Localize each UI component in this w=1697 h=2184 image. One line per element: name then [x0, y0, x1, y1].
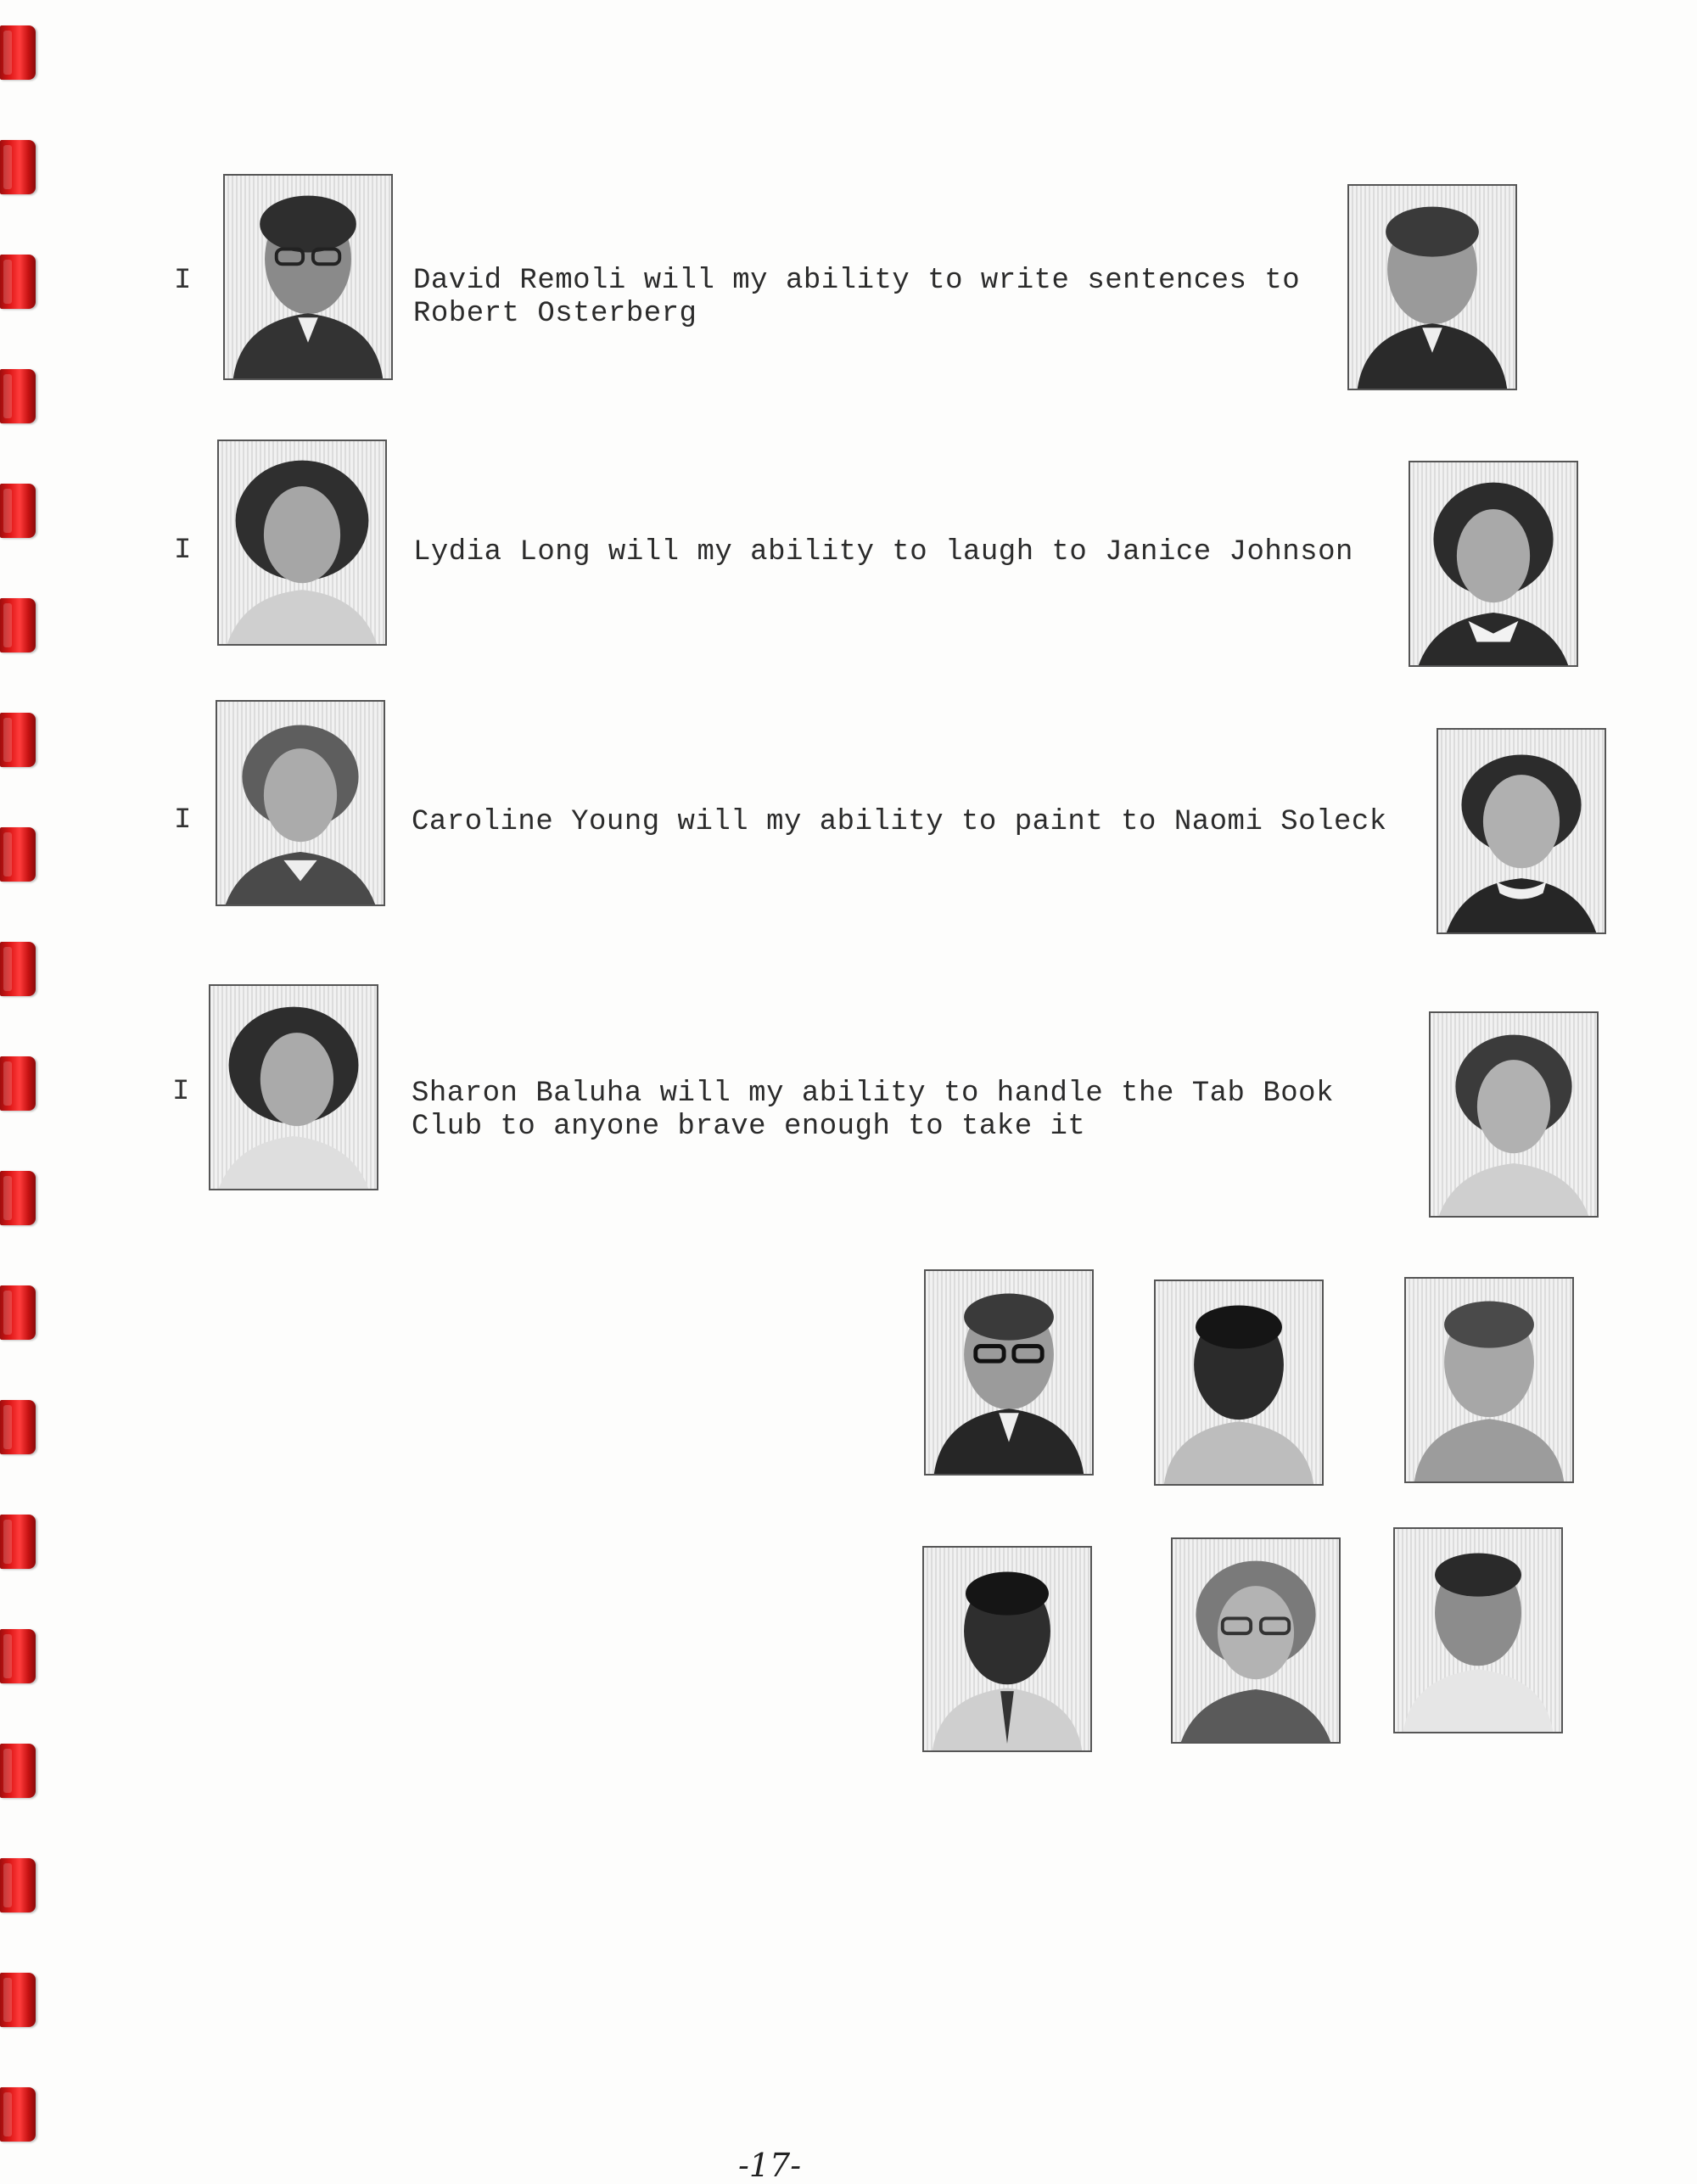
- portrait-photo: [1409, 461, 1578, 667]
- binding-ring: [0, 1744, 36, 1798]
- binding-ring: [0, 1171, 36, 1225]
- binding-ring: [0, 1515, 36, 1569]
- entry-text-line: Lydia Long will my ability to laugh to Janice Johnson: [413, 536, 1353, 568]
- entry-text-line: Sharon Baluha will my ability to handle the Tab Book: [412, 1078, 1334, 1110]
- binding-ring: [0, 1400, 36, 1454]
- portrait-photo: [1154, 1280, 1324, 1486]
- portrait-photo: [223, 174, 393, 380]
- entry-marker: I: [174, 535, 192, 567]
- binding-ring: [0, 140, 36, 194]
- portrait-photo: [216, 700, 385, 906]
- portrait-photo: [1393, 1527, 1563, 1733]
- portrait-photo: [1171, 1537, 1341, 1744]
- page-number: -17-: [738, 2147, 802, 2184]
- binding-ring: [0, 713, 36, 767]
- entry-text-line: Club to anyone brave enough to take it: [412, 1111, 1086, 1143]
- portrait-photo: [217, 440, 387, 646]
- portrait-photo: [1437, 728, 1606, 934]
- portrait-photo: [924, 1269, 1094, 1476]
- portrait-photo: [1347, 184, 1517, 390]
- entry-marker: I: [172, 1076, 190, 1108]
- portrait-photo: [1429, 1011, 1599, 1218]
- portrait-photo: [1404, 1277, 1574, 1483]
- binding-ring: [0, 369, 36, 423]
- binding-ring: [0, 1858, 36, 1912]
- binding-ring: [0, 1629, 36, 1683]
- entry-marker: I: [174, 265, 192, 297]
- entry-text-line: David Remoli will my ability to write sentences to: [413, 265, 1301, 297]
- portrait-photo: [922, 1546, 1092, 1752]
- binding-ring: [0, 255, 36, 309]
- binding-ring: [0, 1973, 36, 2027]
- binding-ring: [0, 827, 36, 882]
- portrait-photo: [209, 984, 378, 1190]
- entry-text-line: Caroline Young will my ability to paint to Naomi Soleck: [412, 806, 1387, 838]
- spiral-binding: [0, 0, 42, 2172]
- binding-ring: [0, 2087, 36, 2142]
- binding-ring: [0, 484, 36, 538]
- binding-ring: [0, 942, 36, 996]
- binding-ring: [0, 1285, 36, 1340]
- entry-marker: I: [174, 804, 192, 837]
- binding-ring: [0, 25, 36, 80]
- binding-ring: [0, 598, 36, 652]
- entry-text-line: Robert Osterberg: [413, 298, 697, 330]
- binding-ring: [0, 1056, 36, 1111]
